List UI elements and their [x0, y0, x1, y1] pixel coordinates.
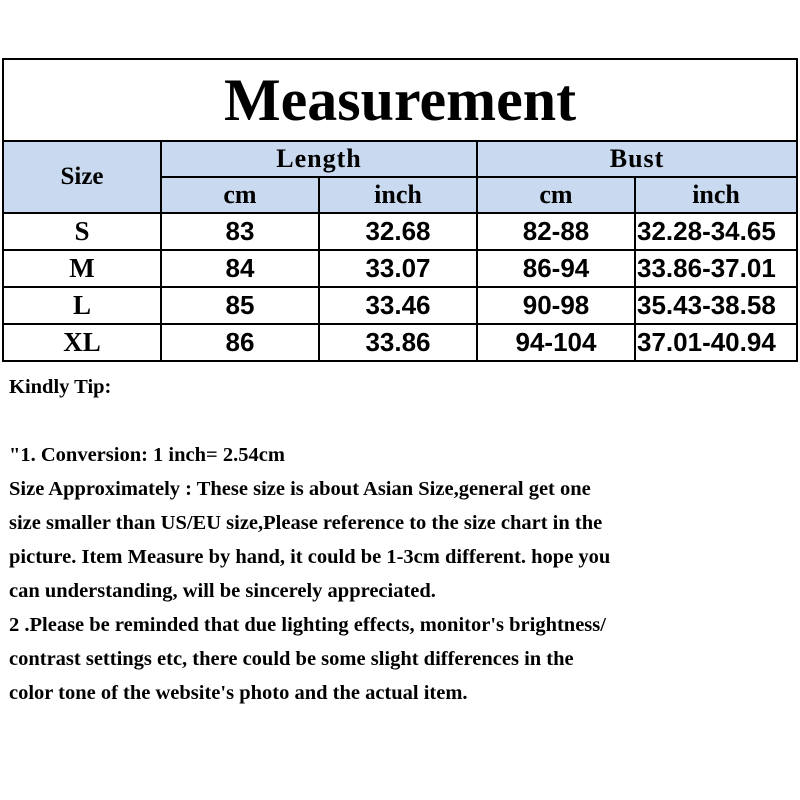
table-row [3, 213, 797, 250]
tip-line: size smaller than US/EU size,Please reference to the size chart in the [9, 512, 603, 534]
bust-cm-header: cm [477, 177, 635, 213]
length-cm-cell: 85 [161, 287, 319, 324]
bust-inch-cell: 35.43-38.58 [635, 287, 797, 324]
bust-cm-cell: 90-98 [477, 287, 635, 324]
bust-group-header: Bust [477, 141, 797, 177]
bust-cm-cell: 94-104 [477, 324, 635, 361]
length-inch-cell: 32.68 [319, 213, 477, 250]
tips-section [9, 370, 794, 710]
size-cell: S [3, 213, 161, 250]
length-inch-cell: 33.46 [319, 287, 477, 324]
length-inch-header: inch [319, 177, 477, 213]
bust-inch-cell: 32.28-34.65 [635, 213, 797, 250]
tip-line: can understanding, will be sincerely appreciated. [9, 580, 436, 602]
tips-heading: Kindly Tip: [9, 376, 112, 398]
size-cell: XL [3, 324, 161, 361]
bust-inch-cell: 37.01-40.94 [635, 324, 797, 361]
table-row [3, 324, 797, 361]
bust-inch-header: inch [635, 177, 797, 213]
length-inch-cell: 33.07 [319, 250, 477, 287]
bust-cm-cell: 86-94 [477, 250, 635, 287]
length-cm-header: cm [161, 177, 319, 213]
tip-line: 2 .Please be reminded that due lighting effects, monitor's brightness/ [9, 614, 606, 636]
tip-line: color tone of the website's photo and the actual item. [9, 682, 468, 704]
length-inch-cell: 33.86 [319, 324, 477, 361]
tip-line: picture. Item Measure by hand, it could be 1-3cm different. hope you [9, 546, 611, 568]
tip-line: contrast settings etc, there could be some slight differences in the [9, 648, 574, 670]
size-cell: M [3, 250, 161, 287]
length-cm-cell: 86 [161, 324, 319, 361]
size-cell: L [3, 287, 161, 324]
bust-inch-cell: 33.86-37.01 [635, 250, 797, 287]
tip-line: "1. Conversion: 1 inch= 2.54cm [9, 444, 285, 466]
bust-cm-cell: 82-88 [477, 213, 635, 250]
length-cm-cell: 84 [161, 250, 319, 287]
size-chart-table [2, 58, 798, 362]
table-row [3, 250, 797, 287]
size-column-header: Size [3, 141, 161, 213]
chart-title: Measurement [3, 59, 797, 141]
length-cm-cell: 83 [161, 213, 319, 250]
tip-line: Size Approximately : These size is about Asian Size,general get one [9, 478, 591, 500]
length-group-header: Length [161, 141, 477, 177]
table-row [3, 287, 797, 324]
spacer [9, 404, 794, 438]
